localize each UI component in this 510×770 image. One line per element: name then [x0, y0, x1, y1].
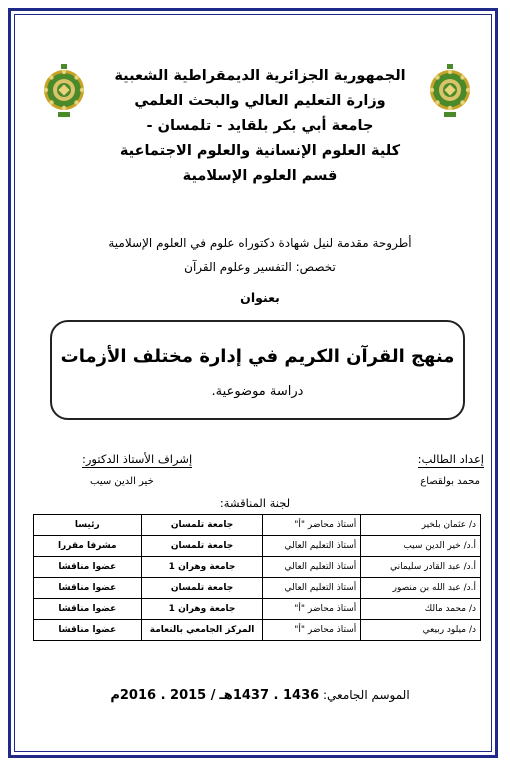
committee-table [33, 514, 481, 641]
member-institution: جامعة تلمسان [141, 578, 263, 599]
committee-label: لجنة المناقشة: [219, 496, 291, 510]
student-name: محمد بولقصاع [420, 476, 480, 487]
member-institution: جامعة تلمسان [141, 536, 263, 557]
thesis-title: منهج القرآن الكريم في إدارة مختلف الأزمات [60, 346, 455, 367]
institution-header [110, 64, 410, 189]
member-name: د/ ميلود ربيعي [361, 620, 481, 641]
member-role: عضوا مناقشا [34, 599, 142, 620]
member-rank: أستاذ محاضر "أ" [263, 515, 361, 536]
table-row [34, 536, 481, 557]
member-role: عضوا مناقشا [34, 557, 142, 578]
university-emblem-right [426, 62, 474, 120]
member-rank: أستاذ محاضر "أ" [263, 620, 361, 641]
season-hijri: 1436 . 1437هـ [219, 688, 320, 703]
supervisor-label: إشراف الأستاذ الدكتور: [82, 452, 193, 466]
thesis-specialty: تخصص: التفسير وعلوم القرآن [184, 260, 336, 274]
header-ministry: وزارة التعليم العالي والبحث العلمي [134, 93, 386, 109]
header-department: قسم العلوم الإسلامية [182, 168, 338, 184]
member-role: مشرفا مقررا [34, 536, 142, 557]
table-row [34, 578, 481, 599]
member-rank: أستاذ محاضر "أ" [263, 599, 361, 620]
thesis-description: أطروحة مقدمة لنيل شهادة دكتوراه علوم في العلوم الإسلامية [108, 236, 412, 250]
academic-season: الموسم الجامعي: 1436 . 1437هـ / 2015 . 2016م [110, 688, 410, 703]
member-institution: جامعة وهران 1 [141, 599, 263, 620]
member-role: عضوا مناقشا [34, 620, 142, 641]
header-faculty: كلية العلوم الإنسانية والعلوم الاجتماعية [119, 143, 401, 159]
member-rank: أستاذ التعليم العالي [263, 536, 361, 557]
header-republic: الجمهورية الجزائرية الديمقراطية الشعبية [114, 68, 406, 84]
member-role: رئيسا [34, 515, 142, 536]
member-institution: جامعة تلمسان [141, 515, 263, 536]
table-row [34, 599, 481, 620]
supervisor-name: خير الدين سيب [90, 476, 154, 487]
university-emblem-left [40, 62, 88, 120]
thesis-title-box [50, 320, 465, 420]
header-university: جامعة أبي بكر بلقايد - تلمسان - [146, 118, 374, 134]
table-row [34, 557, 481, 578]
table-row [34, 620, 481, 641]
thesis-subtitle: دراسة موضوعية. [211, 384, 304, 399]
member-role: عضوا مناقشا [34, 578, 142, 599]
member-name: د/ محمد مالك [361, 599, 481, 620]
member-rank: أستاذ التعليم العالي [263, 557, 361, 578]
season-label: الموسم الجامعي: [323, 688, 410, 702]
member-institution: المركز الجامعي بالنعامة [141, 620, 263, 641]
member-name: أ.د/ عبد القادر سليماني [361, 557, 481, 578]
member-institution: جامعة وهران 1 [141, 557, 263, 578]
member-name: د/ عثمان بلخير [361, 515, 481, 536]
member-rank: أستاذ التعليم العالي [263, 578, 361, 599]
member-name: أ.د/ خير الدين سيب [361, 536, 481, 557]
season-gregorian: 2015 . 2016م [110, 688, 207, 703]
member-name: أ.د/ عبد الله بن منصور [361, 578, 481, 599]
titled-label: بعنوان [240, 290, 280, 305]
table-row [34, 515, 481, 536]
student-label: إعداد الطالب: [417, 452, 484, 466]
